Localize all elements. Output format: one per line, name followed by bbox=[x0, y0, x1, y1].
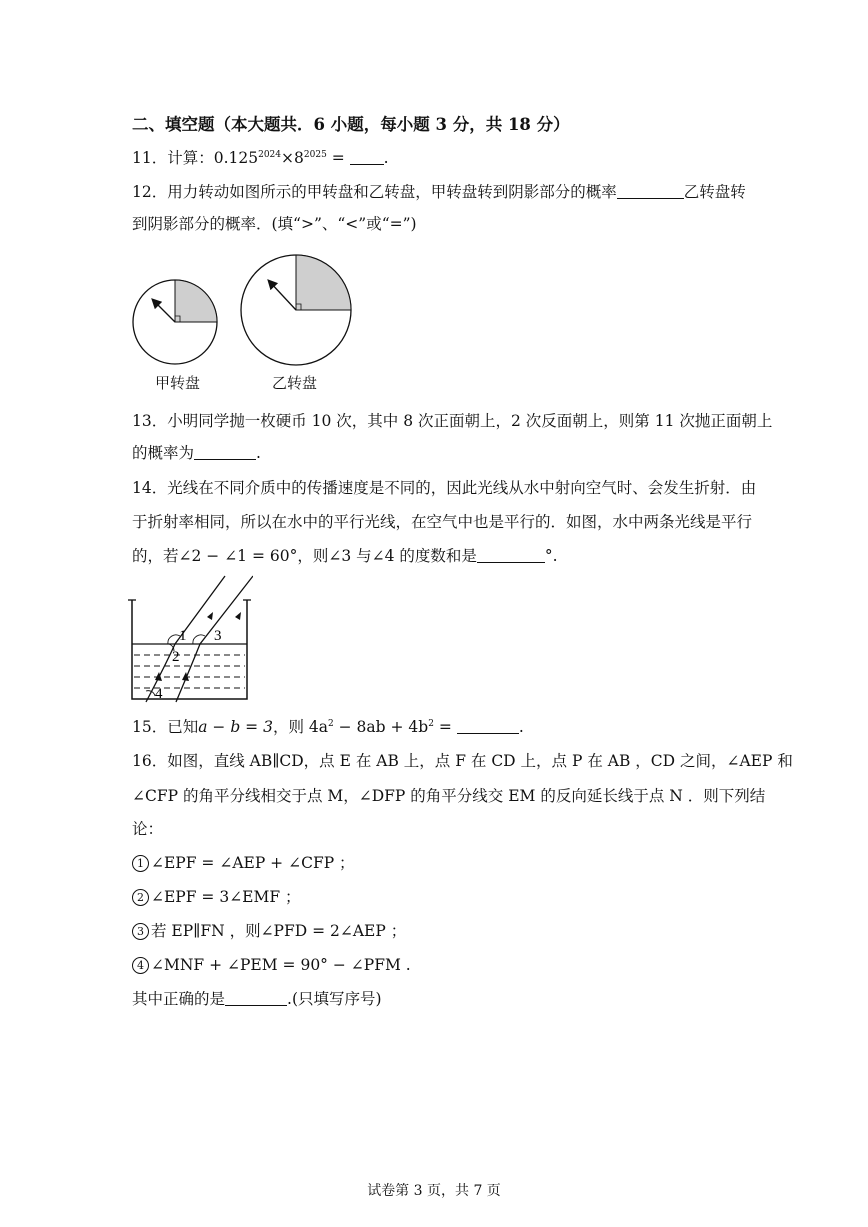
answer-blank-14[interactable] bbox=[477, 548, 545, 563]
question-16-line1: 16．如图，直线 AB∥CD，点 E 在 AB 上，点 F 在 CD 上，点 P 在 AB ，CD 之间，∠AEP 和 bbox=[132, 752, 793, 770]
question-16-answer: 其中正确的是 .(只填写序号) bbox=[132, 990, 382, 1008]
answer-blank-12[interactable] bbox=[617, 184, 684, 199]
spinner-a-label: 甲转盘 bbox=[155, 374, 201, 392]
option-1: 1 ∠EPF = ∠AEP + ∠CFP ； bbox=[132, 853, 355, 873]
question-14-line2: 于折射率相同，所以在水中的平行光线，在空气中也是平行的．如图，水中两条光线是平行 bbox=[132, 513, 753, 531]
question-16-line2: ∠CFP 的角平分线相交于点 M，∠DFP 的角平分线交 EM 的反向延长线于点 N ．则下列结 bbox=[132, 787, 766, 805]
angle-2-label: 2 bbox=[172, 649, 180, 665]
page-footer: 试卷第 3 页，共 7 页 bbox=[367, 1183, 501, 1199]
angle-3-label: 3 bbox=[214, 628, 222, 644]
answer-blank-16[interactable] bbox=[225, 991, 287, 1006]
spinner-b bbox=[241, 255, 351, 365]
question-14-line1: 14．光线在不同介质中的传播速度是不同的，因此光线从水中射向空气时、会发生折射．由 bbox=[132, 479, 757, 497]
question-12-line1: 12．用力转动如图所示的甲转盘和乙转盘，甲转盘转到阴影部分的概率 乙转盘转 bbox=[132, 183, 746, 201]
spinner-b-label: 乙转盘 bbox=[272, 374, 318, 392]
question-11: 11．计算：$0.125^{2024}\times 8^{2025}$ = . bbox=[132, 149, 389, 167]
question-12-line2: 到阴影部分的概率．(填“>”、“<”或“=”) bbox=[132, 215, 417, 233]
question-14-line3: 的，若∠2 − ∠1 = 60°，则∠3 与∠4 的度数和是 °. bbox=[132, 547, 558, 565]
answer-blank-11[interactable] bbox=[350, 150, 384, 165]
spinner-figures bbox=[128, 250, 363, 368]
question-13-line1: 13．小明同学抛一枚硬币 10 次，其中 8 次正面朝上，2 次反面朝上，则第 11 次抛正面朝上 bbox=[132, 412, 773, 430]
question-16-line3: 论： bbox=[132, 820, 164, 838]
angle-1-label: 1 bbox=[179, 628, 187, 644]
beaker-refraction-figure bbox=[128, 572, 253, 707]
option-3: 3 若 EP∥FN ，则∠PFD = 2∠AEP ； bbox=[132, 921, 406, 941]
option-4: 4 ∠MNF + ∠PEM = 90° − ∠PFM . bbox=[132, 955, 411, 975]
option-number: 2 bbox=[132, 889, 149, 906]
answer-blank-13[interactable] bbox=[194, 445, 256, 460]
option-2: 2 ∠EPF = 3∠EMF ； bbox=[132, 887, 301, 907]
question-15: 15．已知a − b = 3，则 $4a^2 - 8ab + 4b^2$ = . bbox=[132, 718, 524, 736]
angle-4-label: 4 bbox=[155, 686, 163, 702]
answer-blank-15[interactable] bbox=[457, 719, 519, 734]
option-number: 3 bbox=[132, 923, 149, 940]
option-number: 4 bbox=[132, 957, 149, 974]
option-number: 1 bbox=[132, 855, 149, 872]
question-13-line2: 的概率为 . bbox=[132, 444, 261, 462]
spinner-a bbox=[133, 280, 217, 364]
section-title: 二、填空题（本大题共．6 小题，每小题 3 分，共 18 分） bbox=[132, 115, 570, 134]
